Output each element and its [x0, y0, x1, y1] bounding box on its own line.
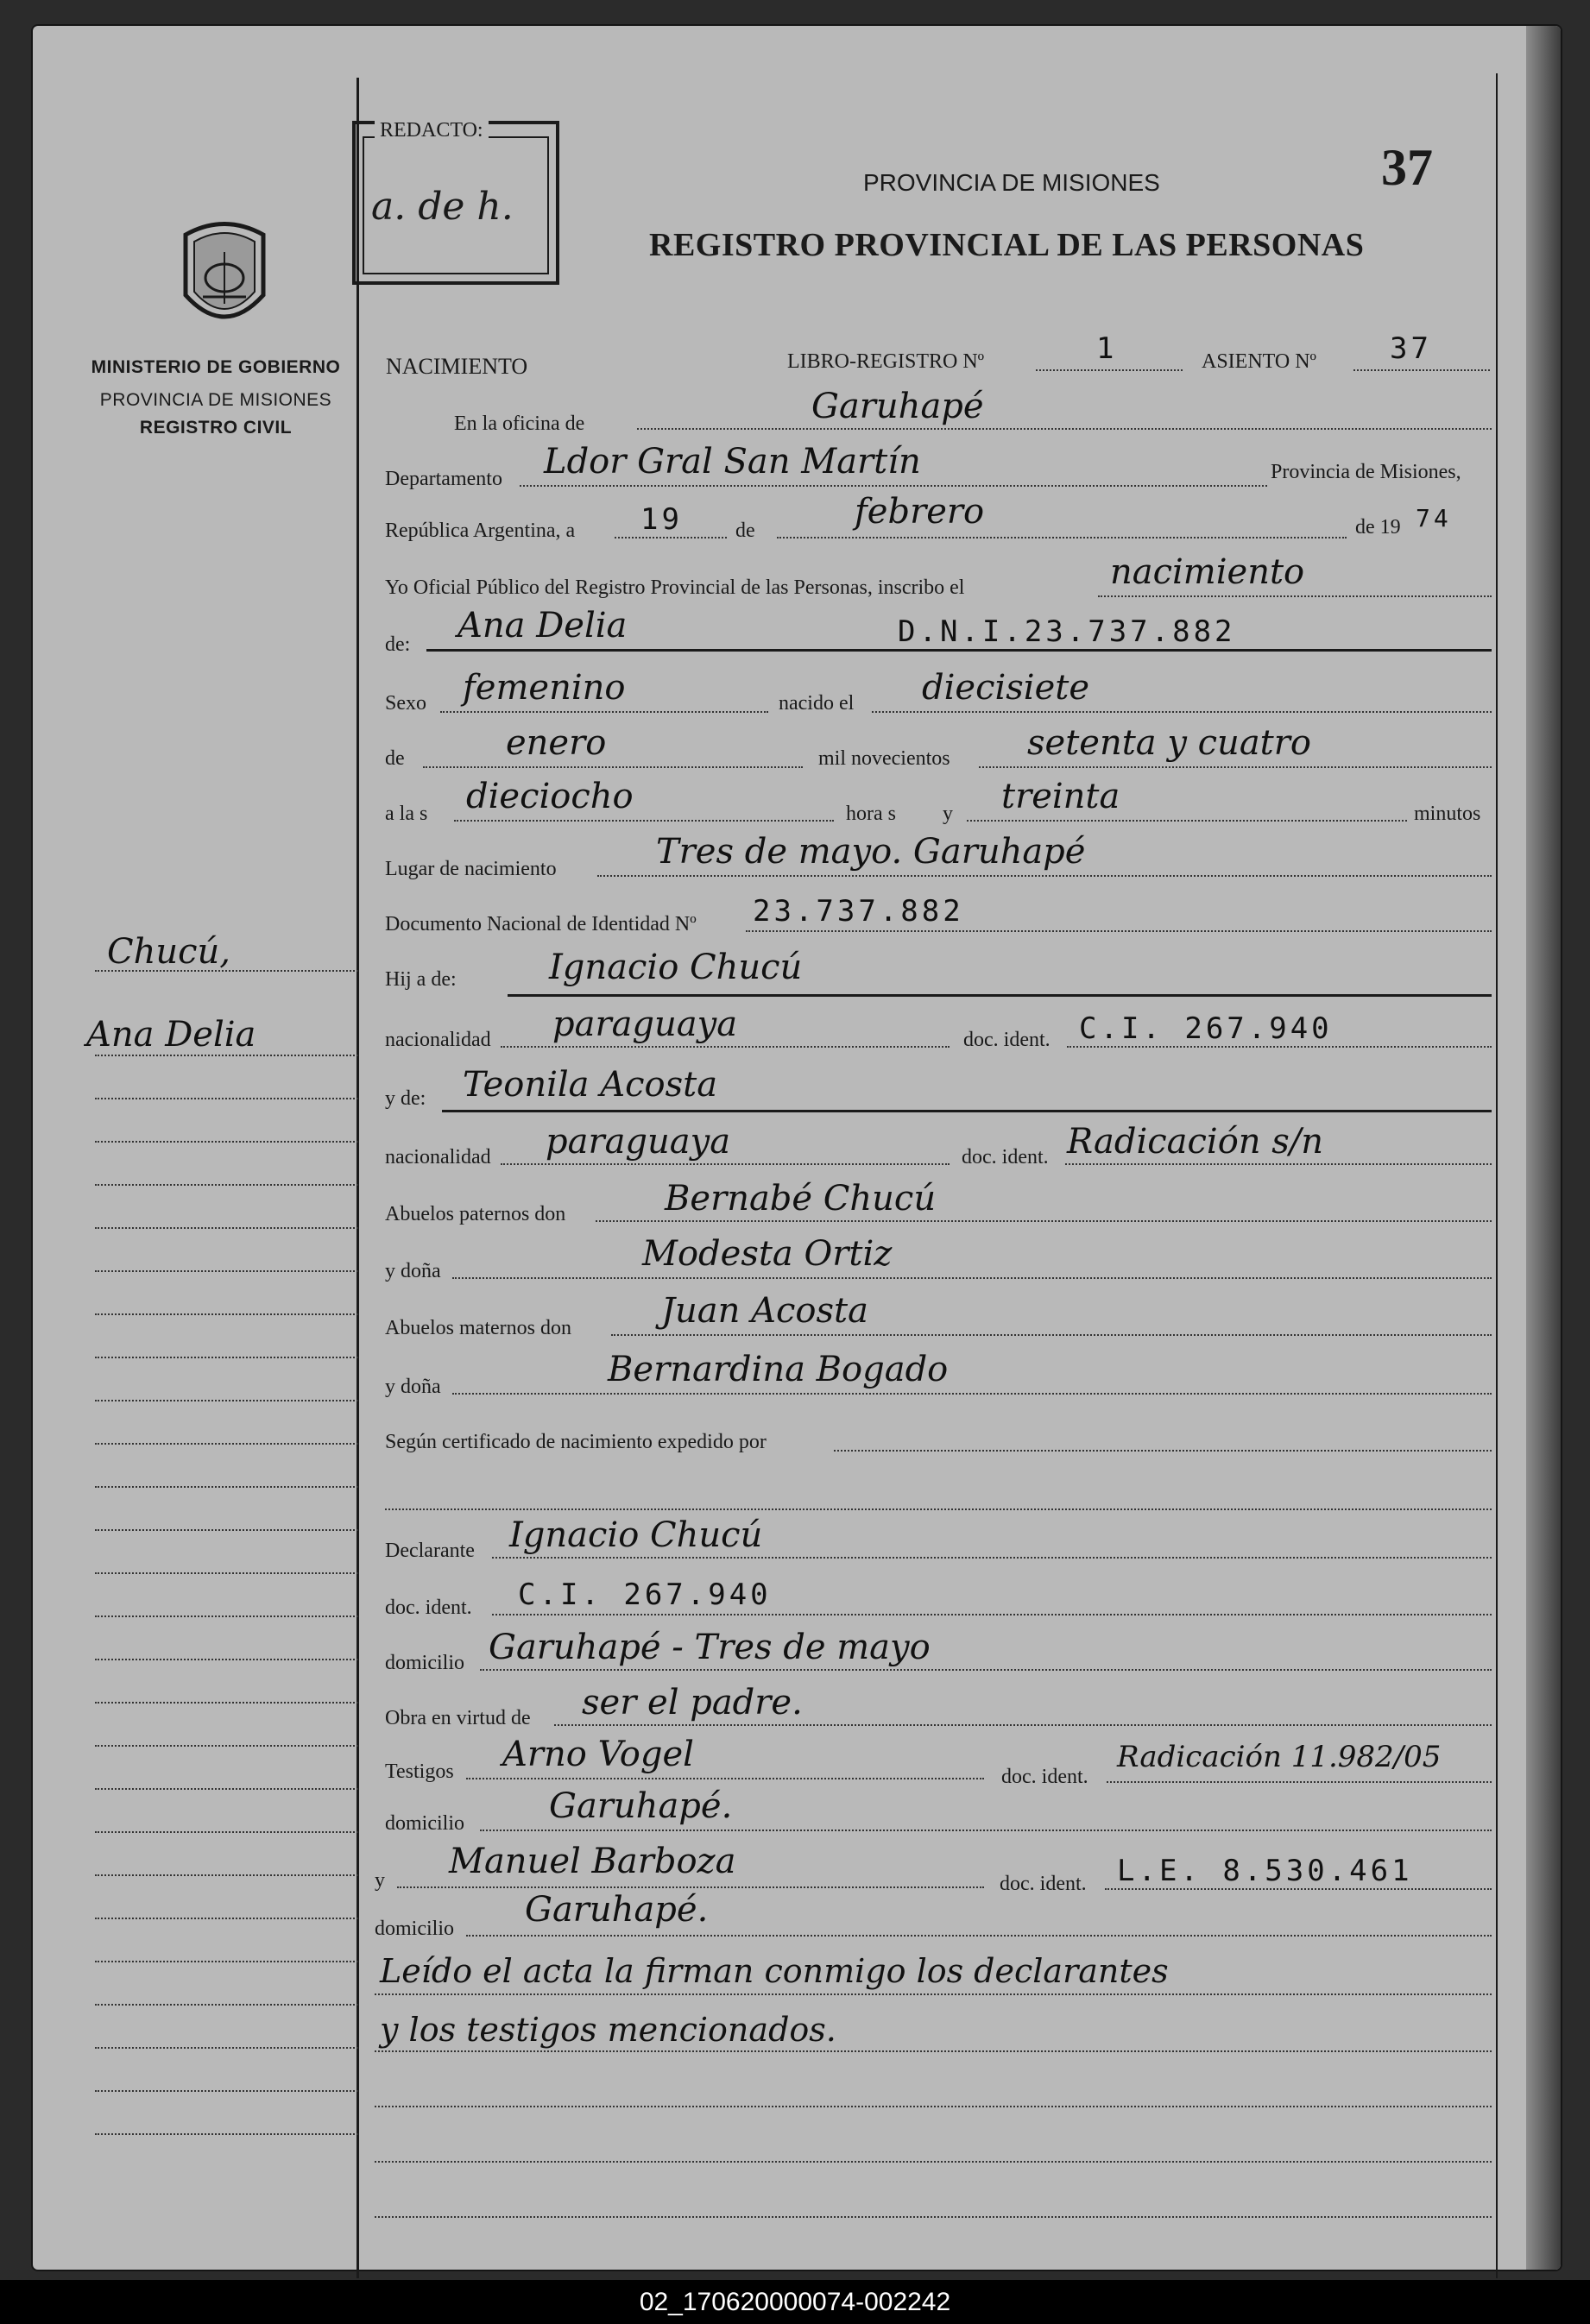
testigo1-value: Arno Vogel	[502, 1735, 694, 1774]
margin-line-16	[95, 1659, 358, 1660]
mother-nat-value: paraguaya	[546, 1122, 731, 1162]
doc-line	[746, 930, 1492, 932]
redacto-label: REDACTO:	[375, 119, 489, 142]
asiento-value: 37	[1390, 331, 1432, 366]
margin-line-15	[95, 1615, 358, 1617]
father-line	[508, 994, 1492, 997]
mil-label: mil novecientos	[818, 747, 950, 770]
father-nat-line	[501, 1046, 950, 1048]
margin-line-27	[95, 2133, 358, 2135]
obra-label: Obra en virtud de	[385, 1707, 531, 1729]
closing-line-1	[375, 1993, 1492, 1995]
margin-line-3	[95, 1098, 358, 1099]
de-label: de	[735, 520, 755, 542]
abuela-pat-line	[452, 1277, 1492, 1279]
domicilio-label: domicilio	[385, 1652, 464, 1674]
dom2-label: domicilio	[375, 1918, 454, 1940]
sexo-value: femenino	[463, 668, 626, 708]
ydona-label: y doña	[385, 1260, 441, 1282]
departamento-value: Ldor Gral San Martín	[544, 442, 921, 482]
month-line	[777, 537, 1347, 538]
departamento-line	[520, 485, 1267, 487]
dom1-value: Garuhapé.	[549, 1786, 733, 1826]
dom1-label: domicilio	[385, 1812, 464, 1835]
abuela-mat-value: Bernardina Bogado	[608, 1350, 949, 1389]
right-margin-rule	[1496, 73, 1498, 2278]
abuelo-mat-line	[611, 1334, 1492, 1336]
closing-line-3	[375, 2106, 1492, 2107]
docident2-label: doc. ident.	[962, 1146, 1049, 1168]
page-number: 37	[1381, 139, 1433, 196]
provincia-label: Provincia de Misiones,	[1271, 461, 1461, 483]
margin-line-21	[95, 1874, 358, 1876]
year-label: de 19	[1355, 516, 1401, 538]
lugar-value: Tres de mayo. Garuhapé	[656, 832, 1086, 872]
left-margin-rule	[356, 78, 359, 2278]
decl-doc-value: C.I. 267.940	[518, 1578, 772, 1612]
day-value: 19	[640, 502, 683, 537]
father-nat-value: paraguaya	[552, 1005, 738, 1044]
oficina-line	[637, 428, 1492, 430]
birth-month-line	[423, 766, 803, 768]
birth-year-line	[979, 766, 1492, 768]
abuelo-pat-line	[596, 1220, 1492, 1222]
registry-label: REGISTRO CIVIL	[139, 418, 293, 438]
margin-line-24	[95, 2004, 358, 2006]
margin-line-11	[95, 1443, 358, 1445]
departamento-label: Departamento	[385, 468, 502, 490]
oficina-label: En la oficina de	[454, 413, 585, 435]
ministry-label: MINISTERIO DE GOBIERNO	[91, 357, 341, 377]
page-title: REGISTRO PROVINCIAL DE LAS PERSONAS	[649, 227, 1365, 263]
abuela-pat-value: Modesta Ortiz	[642, 1234, 893, 1274]
margin-line-19	[95, 1788, 358, 1790]
nacido-label: nacido el	[779, 692, 855, 715]
abuelos-pat-label: Abuelos paternos don	[385, 1203, 566, 1225]
margin-line-4	[95, 1141, 358, 1143]
father-doc-line	[1067, 1046, 1492, 1048]
margin-line-2	[95, 1055, 358, 1056]
hijo-label: Hij a de:	[385, 968, 457, 991]
closing-line-2	[375, 2050, 1492, 2052]
margin-line-23	[95, 1961, 358, 1962]
page-edge	[1526, 26, 1561, 2270]
asiento-label: ASIENTO Nº	[1202, 350, 1316, 373]
dom2-value: Garuhapé.	[525, 1890, 709, 1930]
domicilio-value: Garuhapé - Tres de mayo	[489, 1628, 931, 1667]
abuela-mat-line	[452, 1393, 1492, 1395]
margin-line-20	[95, 1831, 358, 1833]
declarante-label: Declarante	[385, 1540, 475, 1562]
misiones-seal-icon	[177, 217, 272, 337]
abuelo-pat-value: Bernabé Chucú	[665, 1179, 937, 1219]
declarante-value: Ignacio Chucú	[509, 1515, 763, 1555]
de2-label: de:	[385, 633, 411, 656]
margin-line-8	[95, 1313, 358, 1315]
margin-line-12	[95, 1486, 358, 1488]
dni-value: D.N.I.23.737.882	[898, 614, 1236, 649]
libro-value: 1	[1096, 331, 1118, 366]
testigo2-line	[397, 1886, 984, 1888]
mother-doc-value: Radicación s/n	[1067, 1122, 1324, 1162]
segun-line-2	[385, 1508, 1492, 1510]
testigo1-line	[466, 1778, 984, 1779]
closing-line-4	[375, 2161, 1492, 2163]
margin-line-1	[95, 970, 358, 972]
header-province: PROVINCIA DE MISIONES	[863, 169, 1160, 196]
testigos-label: Testigos	[385, 1760, 454, 1783]
mother-value: Teonila Acosta	[463, 1065, 718, 1105]
redacto-stamp	[352, 121, 559, 285]
oficina-value: Garuhapé	[811, 387, 984, 426]
year-value: 74	[1416, 504, 1452, 532]
libro-line	[1036, 369, 1183, 371]
inscribo-value: nacimiento	[1110, 552, 1305, 592]
name-line	[426, 649, 1492, 652]
margin-line-14	[95, 1572, 358, 1574]
day-line	[615, 537, 727, 538]
margin-line-13	[95, 1529, 358, 1531]
hour-line	[454, 820, 834, 822]
margin-line-25	[95, 2047, 358, 2049]
sexo-line	[440, 711, 768, 713]
file-id-footer: 02_170620000074-002242	[0, 2280, 1590, 2324]
nac2-label: nacionalidad	[385, 1146, 491, 1168]
lugar-label: Lugar de nacimiento	[385, 858, 557, 880]
margin-line-22	[95, 1918, 358, 1919]
obra-line	[554, 1724, 1492, 1726]
t1-doc-label: doc. ident.	[1001, 1766, 1088, 1788]
father-doc-value: C.I. 267.940	[1079, 1011, 1333, 1046]
mother-line	[442, 1110, 1492, 1112]
testigo2-value: Manuel Barboza	[449, 1842, 736, 1881]
de3-label: de	[385, 747, 405, 770]
dom1-line	[480, 1830, 1492, 1831]
doc-value: 23.737.882	[753, 894, 964, 929]
margin-line-26	[95, 2090, 358, 2092]
t2-doc-value: L.E. 8.530.461	[1117, 1854, 1413, 1888]
decl-doc-line	[492, 1614, 1492, 1615]
hour-value: dieciocho	[466, 777, 634, 816]
libro-label: LIBRO-REGISTRO Nº	[787, 350, 985, 373]
decl-doc-label: doc. ident.	[385, 1597, 472, 1619]
inscribo-line	[1098, 595, 1492, 597]
segun-line	[834, 1450, 1492, 1452]
margin-line-17	[95, 1702, 358, 1704]
docident-label: doc. ident.	[963, 1029, 1051, 1051]
minutes-value: treinta	[1001, 777, 1120, 816]
doc-label: Documento Nacional de Identidad Nº	[385, 913, 697, 935]
abuelos-mat-label: Abuelos maternos don	[385, 1317, 571, 1339]
segun-label: Según certificado de nacimiento expedido por	[385, 1431, 767, 1453]
mother-doc-line	[1065, 1163, 1492, 1165]
mother-nat-line	[501, 1163, 950, 1165]
y-label: y	[943, 803, 953, 825]
republica-label: República Argentina, a	[385, 520, 576, 542]
t2-doc-line	[1105, 1888, 1492, 1890]
horas-label: hora s	[846, 803, 896, 825]
dom2-line	[466, 1935, 1492, 1937]
margin-line-18	[95, 1745, 358, 1747]
yde-label: y de:	[385, 1087, 426, 1110]
minutos-label: minutos	[1414, 803, 1481, 825]
margin-line-6	[95, 1227, 358, 1229]
margin-line-5	[95, 1184, 358, 1186]
ydona2-label: y doña	[385, 1376, 441, 1398]
margin-line-7	[95, 1270, 358, 1272]
alas-label: a la s	[385, 803, 428, 825]
inscribo-label: Yo Oficial Público del Registro Provincial de las Personas, inscribo el	[385, 576, 965, 599]
margin-surname: Chucú,	[107, 932, 231, 972]
birth-year-value: setenta y cuatro	[1027, 723, 1311, 763]
month-value: febrero	[855, 492, 985, 532]
birth-month-value: enero	[506, 723, 607, 763]
margin-given-name: Ana Delia	[86, 1015, 256, 1055]
father-value: Ignacio Chucú	[549, 948, 803, 987]
asiento-line	[1353, 369, 1490, 371]
t2-doc-label: doc. ident.	[1000, 1873, 1087, 1895]
lugar-line	[597, 875, 1492, 877]
t1-doc-line	[1107, 1781, 1492, 1783]
abuelo-mat-value: Juan Acosta	[661, 1291, 868, 1331]
nacido-line	[872, 711, 1492, 713]
name-value: Ana Delia	[457, 606, 628, 646]
closing-line-5	[375, 2216, 1492, 2218]
redacto-value: a. de h.	[371, 185, 514, 229]
declarante-line	[492, 1557, 1492, 1559]
sexo-label: Sexo	[385, 692, 426, 715]
domicilio-line	[480, 1669, 1492, 1671]
minutes-line	[967, 820, 1407, 822]
margin-line-9	[95, 1357, 358, 1358]
province-label: PROVINCIA DE MISIONES	[99, 390, 332, 410]
nacido-value: diecisiete	[922, 668, 1090, 708]
nac-label: nacionalidad	[385, 1029, 491, 1051]
closing-text-2: y los testigos mencionados.	[380, 2011, 836, 2049]
record-type-label: NACIMIENTO	[386, 354, 528, 379]
t1-doc-value: Radicación 11.982/05	[1117, 1740, 1442, 1774]
closing-text-1: Leído el acta la firman conmigo los declarantes	[380, 1952, 1169, 1990]
obra-value: ser el padre.	[582, 1683, 803, 1723]
margin-line-10	[95, 1400, 358, 1401]
y2-label: y	[375, 1869, 385, 1892]
